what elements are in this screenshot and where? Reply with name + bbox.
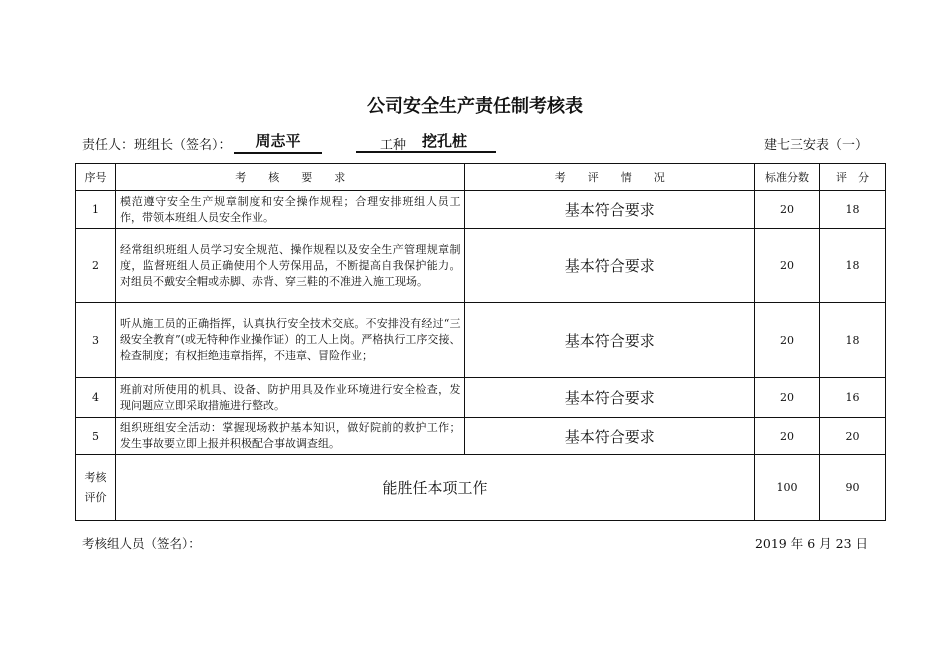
assessor-label: 考核组人员（签名）： <box>82 536 201 551</box>
row-evaluation: 基本符合要求 <box>465 303 755 378</box>
table-header-row <box>76 164 886 191</box>
summary-label-line2: 评价 <box>84 490 107 504</box>
row-score: 18 <box>820 191 886 229</box>
summary-label <box>76 455 116 521</box>
row-requirement: 经常组织班组人员学习安全规范、操作规程以及安全生产管理规章制度，监督班组人员正确使用个人劳保用品，不断提高自我保护能力。对组员不戴安全帽或赤脚、赤背、穿三鞋的不准进入施工现场。 <box>115 229 465 303</box>
row-evaluation: 基本符合要求 <box>465 191 755 229</box>
header-evaluation: 考 评 情 况 <box>465 164 755 191</box>
row-requirement: 班前对所使用的机具、设备、防护用具及作业环境进行安全检查，发现问题应立即采取措施进行整改。 <box>115 378 465 418</box>
row-score: 16 <box>820 378 886 418</box>
page-title: 公司安全生产责任制考核表 <box>367 96 583 117</box>
summary-standard: 100 <box>755 455 820 521</box>
row-no: 1 <box>76 191 116 229</box>
row-evaluation: 基本符合要求 <box>465 229 755 303</box>
header-no: 序号 <box>76 164 116 191</box>
work-type-value: 挖孔桩 <box>422 132 468 150</box>
header-score: 评 分 <box>820 164 886 191</box>
row-score: 18 <box>820 229 886 303</box>
table-row <box>76 303 886 378</box>
header-requirements: 考 核 要 求 <box>115 164 465 191</box>
row-standard: 20 <box>755 229 820 303</box>
row-no: 4 <box>76 378 116 418</box>
row-evaluation: 基本符合要求 <box>465 418 755 455</box>
row-score: 18 <box>820 303 886 378</box>
form-code: 建七三安表（一） <box>763 138 868 153</box>
row-evaluation: 基本符合要求 <box>465 378 755 418</box>
row-standard: 20 <box>755 418 820 455</box>
summary-evaluation: 能胜任本项工作 <box>115 455 754 521</box>
row-score: 20 <box>820 418 886 455</box>
summary-score: 90 <box>820 455 886 521</box>
work-type-label: 工种 <box>380 138 407 153</box>
responsible-name: 周志平 <box>234 130 322 154</box>
row-no: 3 <box>76 303 116 378</box>
summary-label-line1: 考核 <box>84 470 107 484</box>
form-header <box>82 130 868 154</box>
table-row <box>76 378 886 418</box>
row-requirement: 听从施工员的正确指挥，认真执行安全技术交底。不安排没有经过“三级安全教育”(或无特种作业操作证）的工人上岗。严格执行工序交接、检查制度；有权拒绝违章指挥，不违章、冒险作业； <box>115 303 465 378</box>
row-standard: 20 <box>755 378 820 418</box>
row-standard: 20 <box>755 303 820 378</box>
row-no: 5 <box>76 418 116 455</box>
work-type-underline <box>356 151 496 153</box>
form-footer <box>82 534 868 552</box>
table-row <box>76 418 886 455</box>
table-row <box>76 191 886 229</box>
table-row <box>76 229 886 303</box>
header-standard: 标准分数 <box>755 164 820 191</box>
assessment-table <box>75 163 886 521</box>
summary-row <box>76 455 886 521</box>
row-standard: 20 <box>755 191 820 229</box>
row-requirement: 模范遵守安全生产规章制度和安全操作规程；合理安排班组人员工作，带领本班组人员安全作业。 <box>115 191 465 229</box>
row-requirement: 组织班组安全活动：掌握现场救护基本知识，做好院前的救护工作；发生事故要立即上报并积极配合事故调查组。 <box>115 418 465 455</box>
assessment-date: 2019 年 6 月 23 日 <box>754 536 868 551</box>
row-no: 2 <box>76 229 116 303</box>
responsible-label: 责任人：班组长（签名）： <box>82 138 232 153</box>
